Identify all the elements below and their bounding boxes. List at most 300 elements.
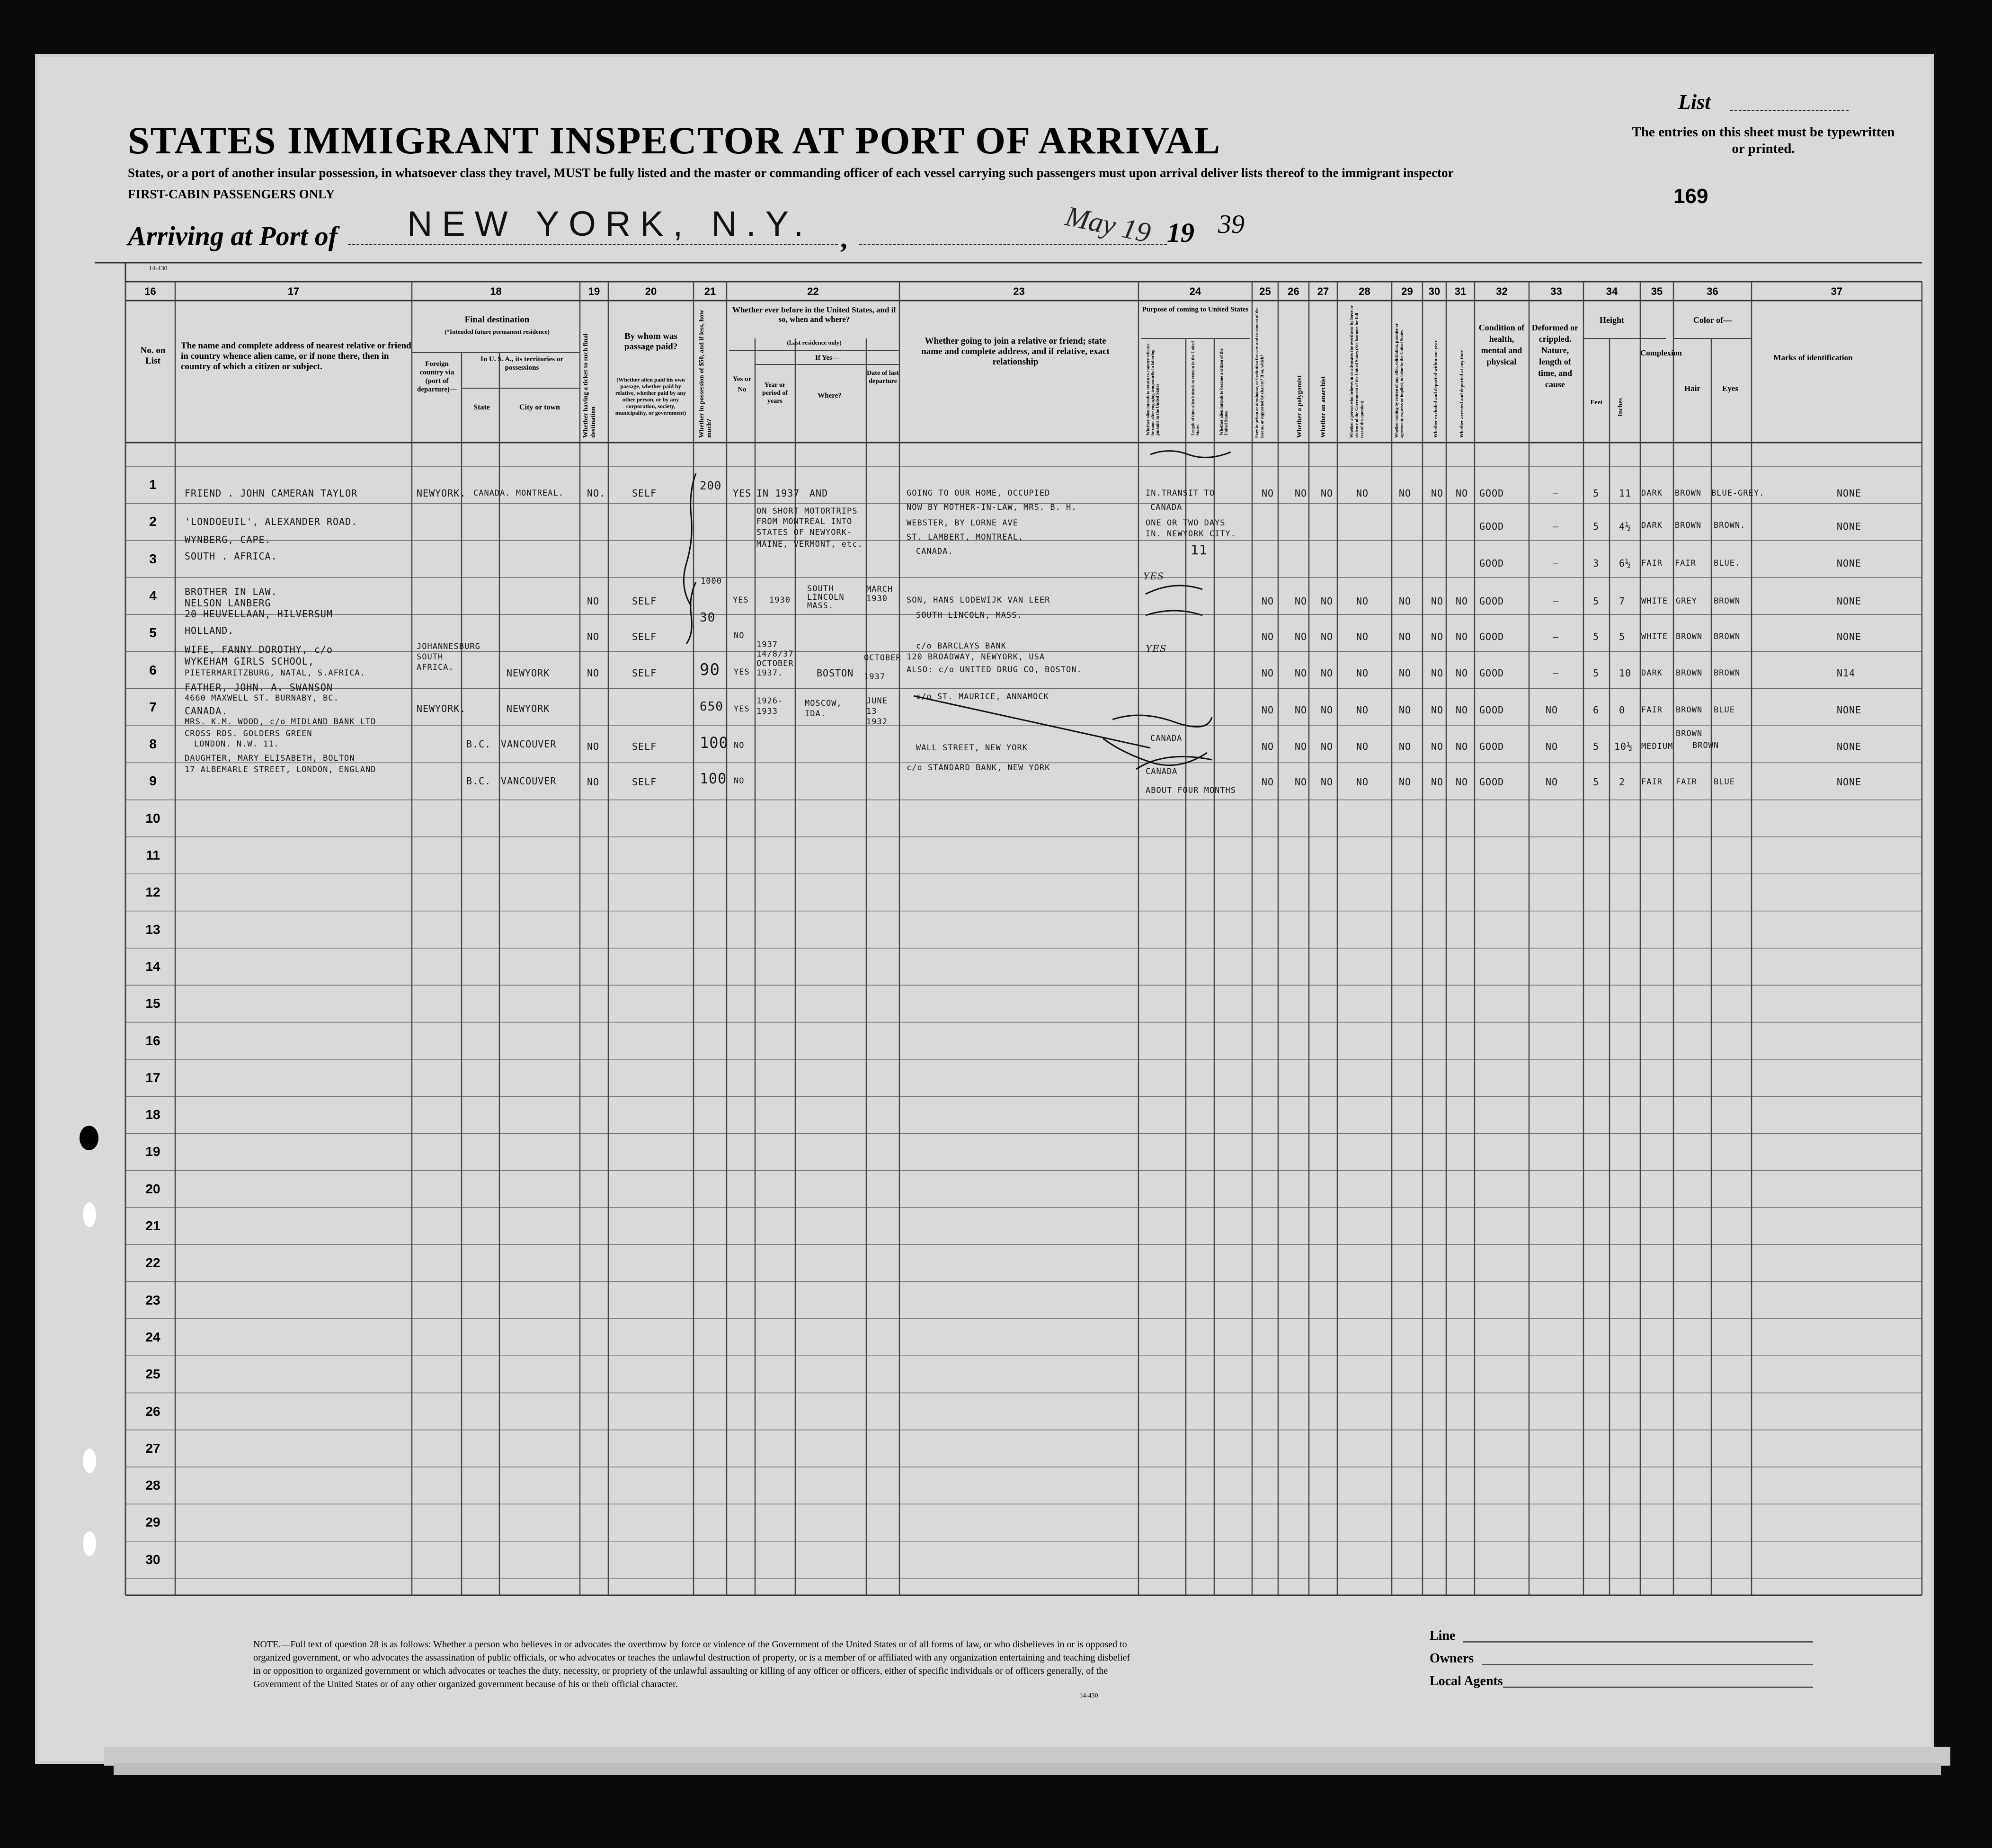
entry-2-where: FROM MONTREAL INTO xyxy=(756,517,853,526)
entry-9-relative: DAUGHTER, MARY ELISABETH, BOLTON xyxy=(185,754,355,763)
entry-4-purpose: YES xyxy=(1143,570,1165,582)
hdr-marks: Marks of identification xyxy=(1773,353,1853,362)
hdr-deformed: Deformed or crippled. Nature, length of time, and cause xyxy=(1531,323,1579,389)
entry-8-feet: 5 xyxy=(1593,741,1600,752)
row-number: 12 xyxy=(145,885,160,900)
column-number: 35 xyxy=(1651,285,1663,297)
entry-6-q26: NO xyxy=(1295,667,1307,679)
entry-5-inches: 5 xyxy=(1619,631,1626,642)
entry-1-relation: GOING TO OUR HOME, OCCUPIED xyxy=(907,489,1050,498)
entry-8-ticket: NO xyxy=(587,741,600,752)
entry-8-q30: NO xyxy=(1431,741,1444,752)
entry-2-relation: NOW BY MOTHER-IN-LAW, MRS. B. H. xyxy=(907,503,1077,512)
entry-9-q30: NO xyxy=(1431,776,1444,788)
row-number: 10 xyxy=(145,810,160,826)
entry-6-date: OCTOBER 1937 xyxy=(864,653,901,682)
port-value: NEW YORK, N.Y. xyxy=(407,204,813,243)
owners-label: Owners xyxy=(1430,1651,1474,1666)
entry-7-eyes: BLUE xyxy=(1714,705,1735,715)
entry-5-yesno: NO xyxy=(734,631,745,640)
entry-4-yesno: YES xyxy=(733,595,749,605)
entry-8-q28: NO xyxy=(1356,741,1369,752)
entry-6-q31: NO xyxy=(1456,667,1468,679)
entry-1-complexion: DARK xyxy=(1641,489,1663,498)
entry-6-deformed: — xyxy=(1553,667,1559,679)
entry-7-q31: NO xyxy=(1456,704,1468,716)
column-number: 30 xyxy=(1428,285,1441,297)
hdr-year: Year or period of years xyxy=(762,382,788,405)
entry-9-purpose: CANADA xyxy=(1146,767,1178,776)
entry-6-feet: 5 xyxy=(1593,667,1600,679)
row-number: 9 xyxy=(149,773,157,789)
hdr-passage-paid: By whom was passage paid? xyxy=(624,331,678,352)
row-number: 25 xyxy=(145,1367,160,1382)
hdr-relative: The name and complete address of nearest relative or friend in country whence alien came, or if none there, then in country of which a citizen or subject. xyxy=(181,341,411,372)
row-number: 2 xyxy=(149,514,157,529)
subtitle: States, or a port of another insular possession, in whatsoever class they travel, MUST be fully listed and the master or commanding officer of each vessel carrying such passengers must upon arrival deliver lists thereof to the immigrant inspector xyxy=(128,166,1454,180)
entry-5-q25: NO xyxy=(1262,631,1274,642)
entry-6-eyes: BROWN xyxy=(1714,668,1741,678)
entry-9-ticket: NO xyxy=(587,776,600,788)
hdr-height: Height xyxy=(1600,315,1624,325)
row-number: 5 xyxy=(149,625,157,640)
entry-7-where: MOSCOW, IDA. xyxy=(805,699,842,719)
hdr-prison: Ever in prison or almshouse, or institution for care and treatment of the insane, or supported by charity? If so, which? xyxy=(1254,307,1264,438)
entry-3-eyes: BLUE. xyxy=(1714,559,1741,568)
entry-4-year: 1930 xyxy=(769,595,791,605)
column-number: 21 xyxy=(704,285,716,297)
entry-3-inches: 6½ xyxy=(1619,558,1632,569)
entry-3-year: STATES OF NEWYORK- xyxy=(756,528,853,537)
row-number: 18 xyxy=(145,1107,160,1122)
entry-6-city: NEWYORK xyxy=(507,667,550,679)
entry-8-relative: MRS. K.M. WOOD, c/o MIDLAND BANK LTD xyxy=(185,717,376,727)
typewritten-note: The entries on this sheet must be typewritten or printed. xyxy=(1632,124,1895,156)
entry-1-deformed: — xyxy=(1553,488,1559,499)
entry-4-q28: NO xyxy=(1356,595,1369,607)
hdr-eyes: Eyes xyxy=(1722,384,1738,393)
entry-1-q30: NO xyxy=(1431,488,1444,499)
entry-5-paid: SELF xyxy=(632,631,657,642)
entry-1-health: GOOD xyxy=(1479,488,1504,499)
entry-1-marks: NONE xyxy=(1837,488,1862,499)
entry-2-complexion: DARK xyxy=(1641,521,1663,530)
entry-9-q31: NO xyxy=(1456,776,1468,788)
entry-3b-purpose: 11 xyxy=(1191,542,1208,558)
entry-9-health: GOOD xyxy=(1479,776,1504,788)
entry-3-health: GOOD xyxy=(1479,558,1504,569)
entry-3-relative: WYNBERG, CAPE. xyxy=(185,534,271,545)
entry-7-date: JUNE 13 1932 xyxy=(866,696,888,727)
column-number: 23 xyxy=(1013,285,1025,297)
entry-6-hair: BROWN xyxy=(1676,668,1703,678)
local-agents-field xyxy=(1503,1687,1813,1688)
row-number: 16 xyxy=(145,1033,160,1048)
entry-5-ticket: NO xyxy=(587,631,600,642)
entry-5-marks: NONE xyxy=(1837,631,1862,642)
column-number: 28 xyxy=(1359,285,1370,297)
entry-1-where: AND xyxy=(809,488,828,499)
entry-1-paid: SELF xyxy=(632,488,657,499)
entry-3-complexion: FAIR xyxy=(1641,559,1663,568)
hdr-ever-before-sub: (Last residence only) xyxy=(787,339,842,346)
entry-6-relation: c/o BARCLAYS BANK xyxy=(916,641,1006,651)
row-number: 20 xyxy=(145,1181,160,1196)
list-label: List xyxy=(1678,90,1711,114)
entry-4-q27: NO xyxy=(1321,595,1334,607)
entry-5-money: 30 xyxy=(700,611,716,625)
entry-6-q29: NO xyxy=(1399,667,1412,679)
entry-9-relation: c/o STANDARD BANK, NEW YORK xyxy=(907,763,1050,773)
entry-4-feet: 5 xyxy=(1593,595,1600,607)
entry-4-relative2: NELSON LANBERG xyxy=(185,597,271,609)
footnote-form-code: 14-430 xyxy=(1079,1692,1098,1699)
entry-8-q25: NO xyxy=(1262,741,1274,752)
entry-4-ticket: NO xyxy=(587,595,600,607)
hdr-no-on-list: No. on List xyxy=(140,346,166,366)
column-number: 18 xyxy=(490,285,502,297)
hdr-money: Whether in possession of $50, and if less, how much? xyxy=(698,310,713,438)
entry-2-purpose: CANADA xyxy=(1150,503,1183,512)
hdr-feet: Feet xyxy=(1590,399,1603,406)
entry-1-q27: NO xyxy=(1321,488,1334,499)
entry-1-q26: NO xyxy=(1295,488,1307,499)
entry-9-q28: NO xyxy=(1356,776,1369,788)
entry-5-q26: NO xyxy=(1295,631,1307,642)
row-number: 22 xyxy=(145,1255,160,1270)
hdr-ticket: Whether having a ticket to such final destination xyxy=(582,333,597,438)
hdr-complexion: Complexion xyxy=(1640,348,1682,357)
entry-1-hair: BROWN xyxy=(1675,489,1702,498)
entry-1-money: 200 xyxy=(700,479,722,492)
column-number: 20 xyxy=(645,285,657,297)
entry-7-q30: NO xyxy=(1431,704,1444,716)
row-number: 7 xyxy=(149,699,157,714)
row-number: 21 xyxy=(145,1218,160,1233)
row-number: 14 xyxy=(145,959,160,974)
row-number: 1 xyxy=(149,477,157,492)
entry-1-relative: FRIEND . JOHN CAMERAN TAYLOR xyxy=(185,488,358,499)
entry-6-q27: NO xyxy=(1321,667,1334,679)
entry-6-relation2: 120 BROADWAY, NEWYORK, USA xyxy=(907,652,1045,662)
row-number: 11 xyxy=(146,848,160,862)
hdr-color-of: Color of— xyxy=(1693,315,1732,325)
entry-1-inches: 11 xyxy=(1619,488,1632,499)
column-number: 37 xyxy=(1831,285,1843,297)
entry-9-paid: SELF xyxy=(632,776,657,788)
hdr-arrested: Whether arrested and deported at any time xyxy=(1459,350,1465,438)
entry-8-q31: NO xyxy=(1456,741,1468,752)
entry-8-relative2: CROSS RDS. GOLDERS GREEN xyxy=(185,729,312,738)
entry-4-eyes: BROWN xyxy=(1714,596,1741,606)
column-number: 24 xyxy=(1189,285,1201,297)
form-number: 14-430 xyxy=(149,265,168,272)
entry-3-purpose: ONE OR TWO DAYS xyxy=(1146,518,1226,528)
entry-9-marks: NONE xyxy=(1837,776,1862,788)
entry-2-feet: 5 xyxy=(1593,521,1600,532)
entry-9-deformed: NO xyxy=(1546,776,1558,788)
entry-7-q27: NO xyxy=(1321,704,1334,716)
entry-8-inches: 10½ xyxy=(1614,741,1633,752)
entry-8-marks: NONE xyxy=(1837,741,1862,752)
entry-9-complexion: FAIR xyxy=(1641,777,1663,787)
entry-7-relative3: CANADA. xyxy=(185,705,228,717)
hdr-in-usa: In U. S. A., its territories or possessions xyxy=(480,355,563,372)
column-number: 17 xyxy=(287,285,300,297)
entry-8-q29: NO xyxy=(1399,741,1412,752)
entry-6-q30: NO xyxy=(1431,667,1444,679)
hdr-hair: Hair xyxy=(1684,384,1700,393)
entry-7-relative2: 4660 MAXWELL ST. BURNABY, BC. xyxy=(185,693,339,703)
entry-6-foreign: JOHANNESBURG SOUTH AFRICA. xyxy=(417,642,480,672)
entry-9-q25: NO xyxy=(1262,776,1274,788)
row-number: 13 xyxy=(145,922,160,937)
entry-6-yesno: YES xyxy=(734,667,750,677)
entry-4-paid: SELF xyxy=(632,595,657,607)
entry-9-inches: 2 xyxy=(1619,776,1626,788)
comma: , xyxy=(840,223,847,254)
row-number: 4 xyxy=(149,588,157,603)
entry-8-money: 100 xyxy=(700,734,729,752)
row-number: 26 xyxy=(145,1404,160,1419)
entry-8-health: GOOD xyxy=(1479,741,1504,752)
entry-3-purpose-city: IN. NEWYORK CITY. xyxy=(1146,529,1236,539)
hdr-purpose: Purpose of coming to United States xyxy=(1142,306,1249,313)
entry-4-q30: NO xyxy=(1431,595,1444,607)
entry-6-q28: NO xyxy=(1356,667,1369,679)
entry-7-q29: NO xyxy=(1399,704,1412,716)
entry-8-complexion: MEDIUM xyxy=(1641,742,1673,751)
entry-3b-relation: ST. LAMBERT, MONTREAL, xyxy=(907,533,1024,542)
owners-field xyxy=(1482,1664,1813,1665)
entry-3-marks: NONE xyxy=(1837,558,1862,569)
entry-6-relative3: PIETERMARITZBURG, NATAL, S.AFRICA. xyxy=(185,668,365,678)
entry-5-feet: 5 xyxy=(1593,631,1600,642)
local-agents-label: Local Agents xyxy=(1430,1674,1503,1688)
entry-5-eyes: BROWN xyxy=(1714,632,1741,641)
entry-4-hair: GREY xyxy=(1676,596,1697,606)
hdr-join-relative: Whether going to join a relative or friend; state name and complete address, and if relative, exact relationship xyxy=(921,336,1110,367)
entry-1-eyes: BLUE-GREY. xyxy=(1711,489,1765,498)
entry-6-relative2: WYKEHAM GIRLS SCHOOL, xyxy=(185,656,314,667)
page-title: STATES IMMIGRANT INSPECTOR AT PORT OF ARRIVAL xyxy=(128,119,1221,162)
entry-1-city: CANADA. MONTREAL. xyxy=(473,489,564,498)
entry-8-city: VANCOUVER xyxy=(501,738,557,750)
hdr-ever-before: Whether ever before in the United States, and if so, when and where? xyxy=(732,305,897,324)
entry-7-city: NEWYORK xyxy=(507,703,550,714)
row-number: 29 xyxy=(145,1515,160,1530)
entry-1-year: IN 1937 xyxy=(756,488,800,499)
entry-5-q31: NO xyxy=(1456,631,1468,642)
entry-4-inches: 7 xyxy=(1619,595,1626,607)
entry-9-purpose2: ABOUT FOUR MONTHS xyxy=(1146,786,1236,795)
entry-4-relative: BROTHER IN LAW. xyxy=(185,586,277,597)
column-number: 25 xyxy=(1259,285,1271,297)
entry-4-q26: NO xyxy=(1295,595,1307,607)
entry-2-health: GOOD xyxy=(1479,521,1504,532)
entry-7-feet: 6 xyxy=(1593,704,1600,716)
row-number: 15 xyxy=(145,996,160,1011)
entry-8-paid: SELF xyxy=(632,741,657,752)
entry-6-where: BOSTON xyxy=(817,667,854,679)
entry-7-deformed: NO xyxy=(1546,704,1558,716)
row-number: 6 xyxy=(149,662,157,677)
entry-6-complexion: DARK xyxy=(1641,668,1663,678)
entry-5-q30: NO xyxy=(1431,631,1444,642)
hdr-overthrow: Whether a person who believes in or advocates the overthrow by force or violence of the Government of the United States (See footnote for full text of this question) xyxy=(1349,305,1364,438)
hdr-date-departure: Date of last departure xyxy=(867,370,899,385)
column-number: 16 xyxy=(144,285,156,297)
entry-8-q27: NO xyxy=(1321,741,1334,752)
column-number: 36 xyxy=(1707,285,1718,297)
entry-6-health: GOOD xyxy=(1479,667,1504,679)
entry-1-state: NEWYORK. xyxy=(417,488,466,499)
entry-6-marks: N14 xyxy=(1837,667,1856,679)
entry-5-health: GOOD xyxy=(1479,631,1504,642)
entry-1-q31: NO xyxy=(1456,488,1468,499)
hdr-purpose-b: Length of time alien intends to remain in the United States xyxy=(1191,341,1200,435)
entry-7-q25: NO xyxy=(1262,704,1274,716)
column-number: 31 xyxy=(1454,285,1467,297)
hdr-inches: Inches xyxy=(1617,398,1624,417)
entry-6-inches: 10 xyxy=(1619,667,1632,679)
arriving-label: Arriving at Port of xyxy=(128,221,338,251)
entry-6-purpose: YES xyxy=(1146,643,1167,654)
arrival-date: May 19 xyxy=(1063,200,1154,249)
entry-4-q31: NO xyxy=(1456,595,1468,607)
hdr-excluded: Whether excluded and deported within one year xyxy=(1433,340,1439,438)
hdr-purpose-c: Whether alien intends to become a citizen of the United States xyxy=(1219,348,1228,435)
entry-8-relative3: LONDON. N.W. 11. xyxy=(194,739,279,749)
hdr-passage-paid-sub: (Whether alien paid his own passage, whether paid by relative, whether paid by any other person, or by any corporation, society, municipality, or government) xyxy=(615,376,686,416)
entry-7-state: NEWYORK. xyxy=(417,703,466,714)
entry-7-yesno: YES xyxy=(734,704,750,714)
entry-1-yesno: YES xyxy=(733,488,752,499)
entry-5-deformed: — xyxy=(1553,631,1559,642)
entry-4-relation: SON, HANS LODEWIJK VAN LEER xyxy=(907,595,1050,605)
entry-6-relative: WIFE, FANNY DOROTHY, c/o xyxy=(185,644,333,655)
subtitle-class: FIRST-CABIN PASSENGERS ONLY xyxy=(128,187,335,201)
entry-9-q29: NO xyxy=(1399,776,1412,788)
entry-3-deformed: — xyxy=(1553,558,1559,569)
entry-4-marks: NONE xyxy=(1837,595,1862,607)
hdr-final-destination: Final destination xyxy=(464,315,530,325)
entry-7-hair: BROWN xyxy=(1676,705,1703,715)
entry-4-q25: NO xyxy=(1262,595,1274,607)
row-number: 8 xyxy=(149,737,157,752)
row-number: 17 xyxy=(145,1070,160,1085)
entry-7-q28: NO xyxy=(1356,704,1369,716)
entry-6-q25: NO xyxy=(1262,667,1274,679)
entry-3b-relative: SOUTH . AFRICA. xyxy=(185,551,277,562)
entry-8-hair: BROWN xyxy=(1676,729,1703,738)
hdr-city: City or town xyxy=(519,403,560,411)
entry-4-health: GOOD xyxy=(1479,595,1504,607)
footnote-question-28: NOTE.—Full text of question 28 is as follows: Whether a person who believes in or advocates the overthrow by force or violence of the Government of the United States or of all forms of law, or who disbelieves in or is opposed to organized government, or who advocates the assassination of public officials, or who advocates or teaches the unlawful destruction of property, or is a member of or affiliated with any organization entertaining and teaching disbelief in or opposition to organized government or which advocates or teaches the duty, necessity, or propriety of the unlawful assaulting or killing of any officer or officers, either of specific individuals or of officers generally, of the Government of the United States or of any other organized government because of his or their official character. xyxy=(253,1639,1130,1689)
entry-6-paid: SELF xyxy=(632,667,657,679)
entry-2-eyes: BROWN. xyxy=(1714,521,1746,530)
entry-3b-year: MAINE, VERMONT, etc. xyxy=(756,540,863,549)
entry-3-feet: 3 xyxy=(1593,558,1600,569)
entry-2-year: ON SHORT MOTORTRIPS xyxy=(756,506,858,516)
entry-4-money: 1000 xyxy=(701,577,722,586)
row-number: 28 xyxy=(145,1478,160,1493)
row-number: 30 xyxy=(145,1552,160,1567)
entry-6-ticket: NO xyxy=(587,667,600,679)
entry-1-purpose: IN.TRANSIT TO xyxy=(1146,489,1215,498)
entry-5-q29: NO xyxy=(1399,631,1412,642)
entry-6-year: 1937 14/8/37 OCTOBER 1937. xyxy=(756,640,794,678)
entry-2-deformed: — xyxy=(1553,521,1559,532)
column-number: 19 xyxy=(588,285,600,297)
entry-8-relation: WALL STREET, NEW YORK xyxy=(916,743,1028,753)
entry-9-money: 100 xyxy=(700,771,727,787)
entry-5-hair: BROWN xyxy=(1676,632,1703,641)
hdr-health: Condition of health, mental and physical xyxy=(1478,323,1525,366)
entry-2-marks: NONE xyxy=(1837,521,1862,532)
entry-8-purpose: CANADA xyxy=(1150,734,1183,743)
column-number: 22 xyxy=(807,285,819,297)
entry-8-q26: NO xyxy=(1295,741,1307,752)
year-handwritten: 39 xyxy=(1218,210,1245,239)
entry-4-date: MARCH 1930 xyxy=(866,585,893,604)
line-label: Line xyxy=(1430,1628,1456,1643)
entry-7-complexion: FAIR xyxy=(1641,705,1663,715)
entry-8-eyes: BROWN xyxy=(1692,741,1719,750)
entry-5-relation: SOUTH LINCOLN, MASS. xyxy=(916,611,1023,620)
entry-3-relation: WEBSTER, BY LORNE AVE xyxy=(907,518,1018,528)
hdr-where: Where? xyxy=(818,392,842,400)
entry-5-relative: 20 HEUVELLAAN, HILVERSUM xyxy=(185,608,333,620)
entry-5-q28: NO xyxy=(1356,631,1369,642)
entry-1-q29: NO xyxy=(1399,488,1412,499)
entry-9-hair: FAIR xyxy=(1676,777,1697,787)
entry-9-eyes: BLUE xyxy=(1714,777,1735,787)
column-number: 26 xyxy=(1288,285,1299,297)
entry-4-where: SOUTH LINCOLN MASS. xyxy=(807,584,845,611)
entry-9-q26: NO xyxy=(1295,776,1307,788)
entry-1-q25: NO xyxy=(1262,488,1274,499)
entry-1-ticket: NO. xyxy=(587,488,606,499)
entry-9-feet: 5 xyxy=(1593,776,1600,788)
entry-6-relation3: ALSO: c/o UNITED DRUG CO, BOSTON. xyxy=(907,665,1082,675)
column-number: 29 xyxy=(1401,285,1413,297)
hdr-anarchist: Whether an anarchist xyxy=(1320,376,1327,438)
row-number: 27 xyxy=(145,1440,160,1456)
row-number: 3 xyxy=(149,551,157,566)
hdr-final-destination-sub: (*Intended future permanent residence) xyxy=(445,328,550,335)
entry-3b-relation2: CANADA. xyxy=(916,547,953,556)
entry-2-hair: BROWN xyxy=(1675,521,1702,530)
line-field xyxy=(1463,1641,1813,1643)
year-printed: 19 xyxy=(1167,217,1194,248)
hdr-state: State xyxy=(473,403,490,411)
column-number: 27 xyxy=(1317,285,1329,297)
entry-9-relative2: 17 ALBEMARLE STREET, LONDON, ENGLAND xyxy=(185,765,376,774)
entry-4-deformed: — xyxy=(1553,595,1559,607)
entry-3-hair: FAIR xyxy=(1675,559,1696,568)
column-number: 34 xyxy=(1606,285,1618,297)
entry-8-state: B.C. xyxy=(466,738,491,750)
entry-7-relation: c/o ST. MAURICE, ANNAMOCK xyxy=(916,692,1049,702)
row-number: 24 xyxy=(145,1329,160,1344)
entry-7-q26: NO xyxy=(1295,704,1307,716)
row-number: 23 xyxy=(145,1292,160,1307)
entry-5-complexion: WHITE xyxy=(1641,632,1668,641)
entry-8-deformed: NO xyxy=(1546,741,1558,752)
entry-7-year: 1926-1933 xyxy=(756,696,783,716)
entry-9-state: B.C. xyxy=(466,775,491,787)
